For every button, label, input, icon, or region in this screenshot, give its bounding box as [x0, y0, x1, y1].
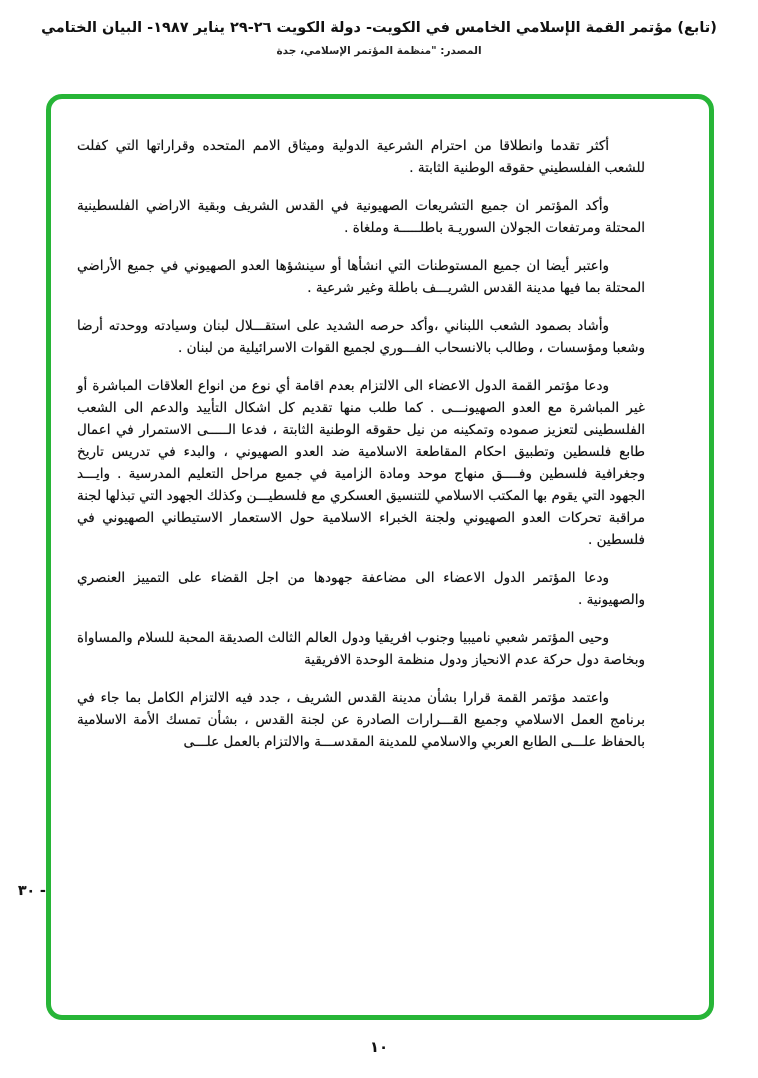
paragraph-jerusalem-resolution: واعتمد مؤتمر القمة قرارا بشأن مدينة القدس الشريف ، جدد فيه الالتزام الكامل بما جاء في برنامج العمل الاسلامي وجميع القـــرارات الصادرة عن لجنة القدس ، بشأن تمسك الأمة الاسلامية بالحفاظ علـــى الطابع العربي والاسلامي للمدينة المقدســـة والالتزام بالعمل علـــى: [77, 690, 645, 750]
paragraph-legislation: وأكد المؤتمر ان جميع التشريعات الصهيونية في القدس الشريف وبقية الاراضي الفلسطينية المحتلة ومرتفعات الجولان السوريـة باطلـــــة وملغاة .: [77, 198, 645, 236]
page-number: ١٠: [369, 1038, 389, 1056]
paragraph-settlements: واعتبر أيضا ان جميع المستوطنات التي انشأها أو سينشؤها العدو الصهيوني في جميع الأراضي المحتلة بما فيها مدينة القدس الشريـــف باطلة وغير شرعية .: [77, 258, 645, 296]
scanned-body-text: [51, 99, 709, 771]
paragraph-discrimination: ودعا المؤتمر الدول الاعضاء الى مضاعفة جهودها من اجل القضاء على التمييز العنصري والصهيونية .: [77, 570, 645, 608]
paragraph-continuation: أكثر تقدما وانطلاقا من احترام الشرعية الدولية وميثاق الامم المتحده وقراراتها التي كفلت للشعب الفلسطيني حقوقه الوطنية الثابتة .: [77, 138, 645, 176]
green-content-frame: [46, 94, 714, 1020]
document-header: [0, 20, 758, 57]
document-title: (تابع) مؤتمر القمة الإسلامي الخامس في الكويت- دولة الكويت ٢٦-٢٩ يناير ١٩٨٧- البيان الختامي: [41, 20, 717, 36]
margin-item-number-30: ٣٠ -: [18, 883, 46, 899]
paragraph-member-states: ودعا مؤتمر القمة الدول الاعضاء الى الالتزام بعدم اقامة أي نوع من انواع العلاقات المباشرة أو غير المباشرة مع العدو الصهيونـــى . كما طلب منها تقديم كل اشكال التأييد والدعم الى الشعب الفلسطينى لتعزيز صموده وتمكينه من نيل حقوقه الوطنية الثابتة ، فدعا الـــــى الاستمرار في اعمال طابع فلسطين وتطبيق احكام المقاطعة الاسلامية ضد العدو الصهيوني ، والبدء في تدريس تاريخ وجغرافية فلسطين وفــــق منهاج موحد ومادة الزامية في جميع مراحل التعليم المدرسية . وايـــد الجهود التي يقوم بها المكتب الاسلامي للتنسيق العسكري مع فلسطيـــن وكذلك الجهود التي تبذلها لجنة مراقبة تحركات العدو الصهيوني ولجنة الخبراء الاسلامية حول الاستعمار الاستيطاني الصهيوني في فلسطين .: [77, 378, 645, 548]
paragraph-lebanon: وأشاد بصمود الشعب اللبناني ،وأكد حرصه الشديد على استقـــلال لبنان وسيادته ووحدته أرضا وشعبا ومؤسسات ، وطالب بالانسحاب الفـــوري لجميع القوات الاسرائيلية من لبنان .: [77, 318, 645, 356]
paragraph-namibia: وحيى المؤتمر شعبي ناميبيا وجنوب افريقيا ودول العالم الثالث الصديقة المحبة للسلام والمساواة وبخاصة دول حركة عدم الانحياز ودول منظمة الوحدة الافريقية: [77, 630, 645, 668]
document-source-line: المصدر: "منظمة المؤتمر الإسلامي، جدة: [276, 45, 482, 57]
